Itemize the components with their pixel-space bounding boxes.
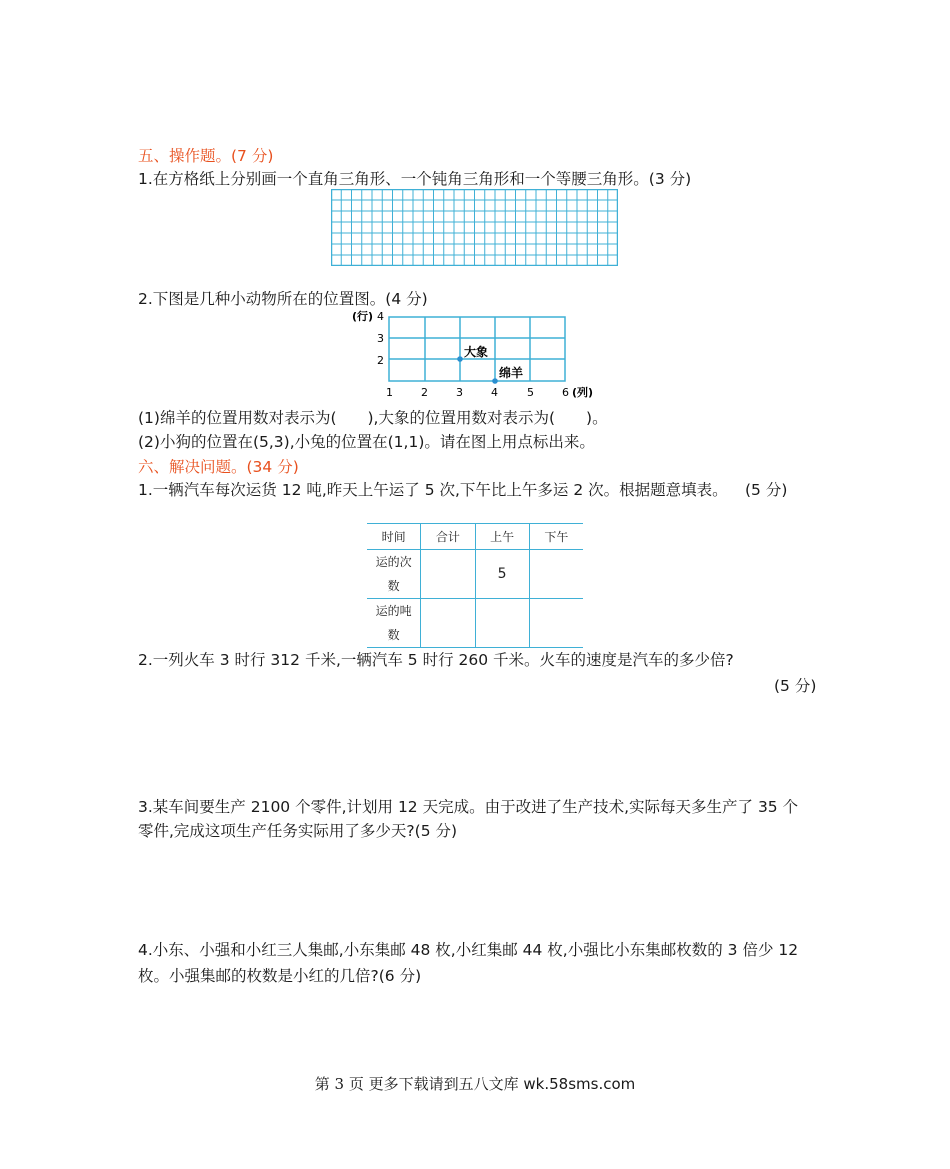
section5-q2-sub1: (1)绵羊的位置用数对表示为( ),大象的位置用数对表示为( )。 [138, 409, 608, 427]
footer-text: 第 3 页 更多下载请到五八文库 [314, 1075, 519, 1093]
tons-morning-cell [475, 599, 529, 648]
y-tick: 3 [377, 332, 384, 345]
sheep-label: 绵羊 [499, 366, 524, 380]
x-tick: 6 [562, 386, 569, 399]
section5-q2-sub2: (2)小狗的位置在(5,3),小兔的位置在(1,1)。请在图上用点标出来。 [138, 433, 595, 451]
section5-q2: 2.下图是几种小动物所在的位置图。(4 分) [138, 290, 428, 308]
section6-q2: 2.一列火车 3 时行 312 千米,一辆汽车 5 时行 260 千米。火车的速度是汽车的多少倍? [138, 651, 734, 669]
elephant-label: 大象 [464, 345, 489, 359]
page-footer [0, 1073, 950, 1094]
x-axis-label: (列) [572, 386, 594, 399]
footer-site-link[interactable]: wk.58sms.com [523, 1075, 636, 1093]
row-trips-label-line1: 运的次 [375, 555, 412, 569]
header-time: 时间 [367, 524, 421, 550]
section6-q3-line2: 零件,完成这项生产任务实际用了多少天?(5 分) [138, 822, 458, 840]
row-tons-label-line2: 数 [387, 628, 400, 642]
tons-total-cell [421, 599, 475, 648]
section5-heading: 五、操作题。(7 分) [138, 147, 274, 165]
elephant-point [457, 356, 463, 362]
fill-table [367, 523, 583, 648]
trips-morning-cell: 5 [475, 550, 529, 599]
row-trips-label-line2: 数 [387, 579, 400, 593]
position-chart [346, 308, 616, 403]
header-afternoon: 下午 [529, 524, 583, 550]
section6-q4-line1: 4.小东、小强和小红三人集邮,小东集邮 48 枚,小红集邮 44 枚,小强比小东集邮枚数的 3 倍少 12 [138, 941, 799, 959]
tons-afternoon-cell [529, 599, 583, 648]
section6-q3-line1: 3.某车间要生产 2100 个零件,计划用 12 天完成。由于改进了生产技术,实际每天多生产了 35 个 [138, 798, 799, 816]
x-tick: 3 [456, 386, 463, 399]
row-tons-label [367, 599, 421, 648]
y-tick: 4 [377, 310, 384, 323]
trips-total-cell [421, 550, 475, 599]
grid-paper [331, 189, 618, 266]
header-morning: 上午 [475, 524, 529, 550]
row-tons-label-line1: 运的吨 [375, 604, 412, 618]
section6-heading: 六、解决问题。(34 分) [138, 458, 299, 476]
section6-q2-score: (5 分) [774, 677, 817, 695]
section6-q4-line2: 枚。小强集邮的枚数是小红的几倍?(6 分) [138, 967, 422, 985]
x-tick: 1 [386, 386, 393, 399]
trips-afternoon-cell [529, 550, 583, 599]
section6-q1-score: (5 分) [745, 481, 788, 499]
x-tick: 4 [491, 386, 498, 399]
section6-q1: 1.一辆汽车每次运货 12 吨,昨天上午运了 5 次,下午比上午多运 2 次。根据题意填表。 [138, 481, 728, 499]
section5-q1: 1.在方格纸上分别画一个直角三角形、一个钝角三角形和一个等腰三角形。(3 分) [138, 170, 692, 188]
y-tick: 2 [377, 354, 384, 367]
row-trips-label [367, 550, 421, 599]
header-total: 合计 [421, 524, 475, 550]
x-tick: 5 [527, 386, 534, 399]
sheep-point [492, 378, 498, 384]
x-tick: 2 [421, 386, 428, 399]
y-axis-label: (行) [352, 310, 374, 323]
